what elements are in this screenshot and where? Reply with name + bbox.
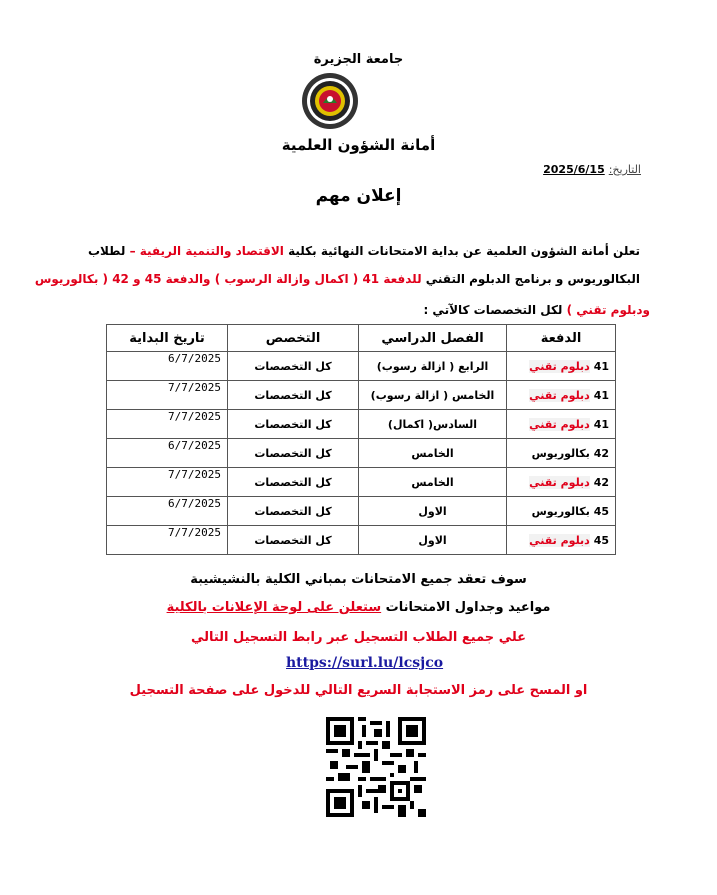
schedule-note	[0, 600, 717, 615]
cell-batch	[507, 352, 616, 381]
schedule-note-text: مواعيد وجداول الامتحانات	[385, 600, 551, 615]
date-line	[543, 163, 641, 176]
registration-note: علي جميع الطلاب التسجيل عبر رابط التسجيل التالي	[190, 630, 527, 645]
cell-start-date: 7/7/2025	[107, 468, 228, 497]
table-header-row	[107, 325, 616, 352]
cell-semester: الاول	[359, 526, 507, 555]
intro-text-1a: تعلن أمانة الشؤون العلمية عن بداية الامتحانات النهائية بكلية	[288, 244, 640, 258]
table-row	[107, 381, 616, 410]
table-row	[107, 439, 616, 468]
batch-number: 41	[593, 417, 609, 431]
intro-batches: للدفعة 41 ( اكمال وازالة الرسوب ) والدفعة 45 و 42 ( بكالوريوس	[34, 272, 422, 286]
cell-semester: الرابع ( ازالة رسوب)	[359, 352, 507, 381]
header-batch: الدفعة	[507, 325, 616, 352]
schedule-note-board: ستعلن على لوحة الإعلانات بالكلية	[166, 600, 382, 615]
batch-number: 45	[593, 533, 609, 547]
cell-start-date: 7/7/2025	[107, 410, 228, 439]
batch-number: 45	[593, 504, 609, 518]
intro-programs: ودبلوم تقني )	[566, 303, 650, 317]
cell-specialization: كل التخصصات	[228, 439, 359, 468]
batch-program: بكالوريوس	[531, 504, 590, 518]
batch-number: 42	[593, 475, 609, 489]
registration-link[interactable]: https://surl.lu/lcsjco	[286, 655, 444, 671]
table-row	[107, 526, 616, 555]
table-row	[107, 468, 616, 497]
header-semester: الفصل الدراسي	[359, 325, 507, 352]
table-row	[107, 410, 616, 439]
batch-number: 41	[593, 388, 609, 402]
cell-start-date: 6/7/2025	[107, 352, 228, 381]
cell-batch	[507, 381, 616, 410]
header-specialization: التخصص	[228, 325, 359, 352]
intro-text-1b: لطلاب	[88, 244, 126, 258]
cell-batch	[507, 468, 616, 497]
batch-program: دبلوم تقني	[529, 417, 590, 431]
registration-qr-code[interactable]	[326, 717, 426, 817]
exam-schedule-table	[106, 324, 616, 555]
cell-semester: الخامس ( ازالة رسوب)	[359, 381, 507, 410]
batch-program: دبلوم تقني	[529, 388, 590, 402]
cell-start-date: 7/7/2025	[107, 381, 228, 410]
intro-text-2a: البكالوريوس و برنامج الدبلوم التقني	[425, 272, 640, 286]
batch-program: دبلوم تقني	[529, 533, 590, 547]
cell-semester: الخامس	[359, 468, 507, 497]
batch-program: دبلوم تقني	[529, 359, 590, 373]
cell-start-date: 6/7/2025	[107, 439, 228, 468]
cell-start-date: 6/7/2025	[107, 497, 228, 526]
exam-location-note: سوف تعقد جميع الامتحانات بمباني الكلية بالنشيشيبة	[190, 572, 527, 587]
office-name: أمانة الشؤون العلمية	[281, 136, 436, 154]
date-value: 2025/6/15	[543, 163, 605, 176]
intro-faculty-name: الاقتصاد والتنمية الريفية –	[129, 244, 284, 258]
university-name: جامعة الجزيرة	[313, 52, 404, 67]
header-start-date: تاريخ البداية	[107, 325, 228, 352]
cell-batch	[507, 497, 616, 526]
cell-specialization: كل التخصصات	[228, 352, 359, 381]
intro-line-1	[80, 244, 640, 258]
cell-semester: الخامس	[359, 439, 507, 468]
cell-semester: السادس( اكمال)	[359, 410, 507, 439]
batch-program: بكالوريوس	[531, 446, 590, 460]
cell-semester: الاول	[359, 497, 507, 526]
cell-start-date: 7/7/2025	[107, 526, 228, 555]
intro-text-3b: لكل التخصصات كالآتي :	[423, 303, 563, 317]
announcement-title: إعلان مهم	[315, 186, 402, 206]
cell-batch	[507, 439, 616, 468]
batch-program: دبلوم تقني	[529, 475, 590, 489]
cell-specialization: كل التخصصات	[228, 381, 359, 410]
qr-instruction: او المسح على رمز الاستجابة السريع التالي للدخول على صفحة التسجيل	[129, 683, 588, 698]
cell-specialization: كل التخصصات	[228, 410, 359, 439]
cell-specialization: كل التخصصات	[228, 497, 359, 526]
table-row	[107, 497, 616, 526]
intro-line-3	[80, 303, 650, 317]
date-label: التاريخ:	[608, 163, 641, 176]
intro-line-2	[34, 272, 640, 286]
batch-number: 42	[593, 446, 609, 460]
university-seal-logo	[301, 72, 359, 130]
cell-batch	[507, 410, 616, 439]
cell-batch	[507, 526, 616, 555]
batch-number: 41	[593, 359, 609, 373]
table-row	[107, 352, 616, 381]
cell-specialization: كل التخصصات	[228, 526, 359, 555]
cell-specialization: كل التخصصات	[228, 468, 359, 497]
